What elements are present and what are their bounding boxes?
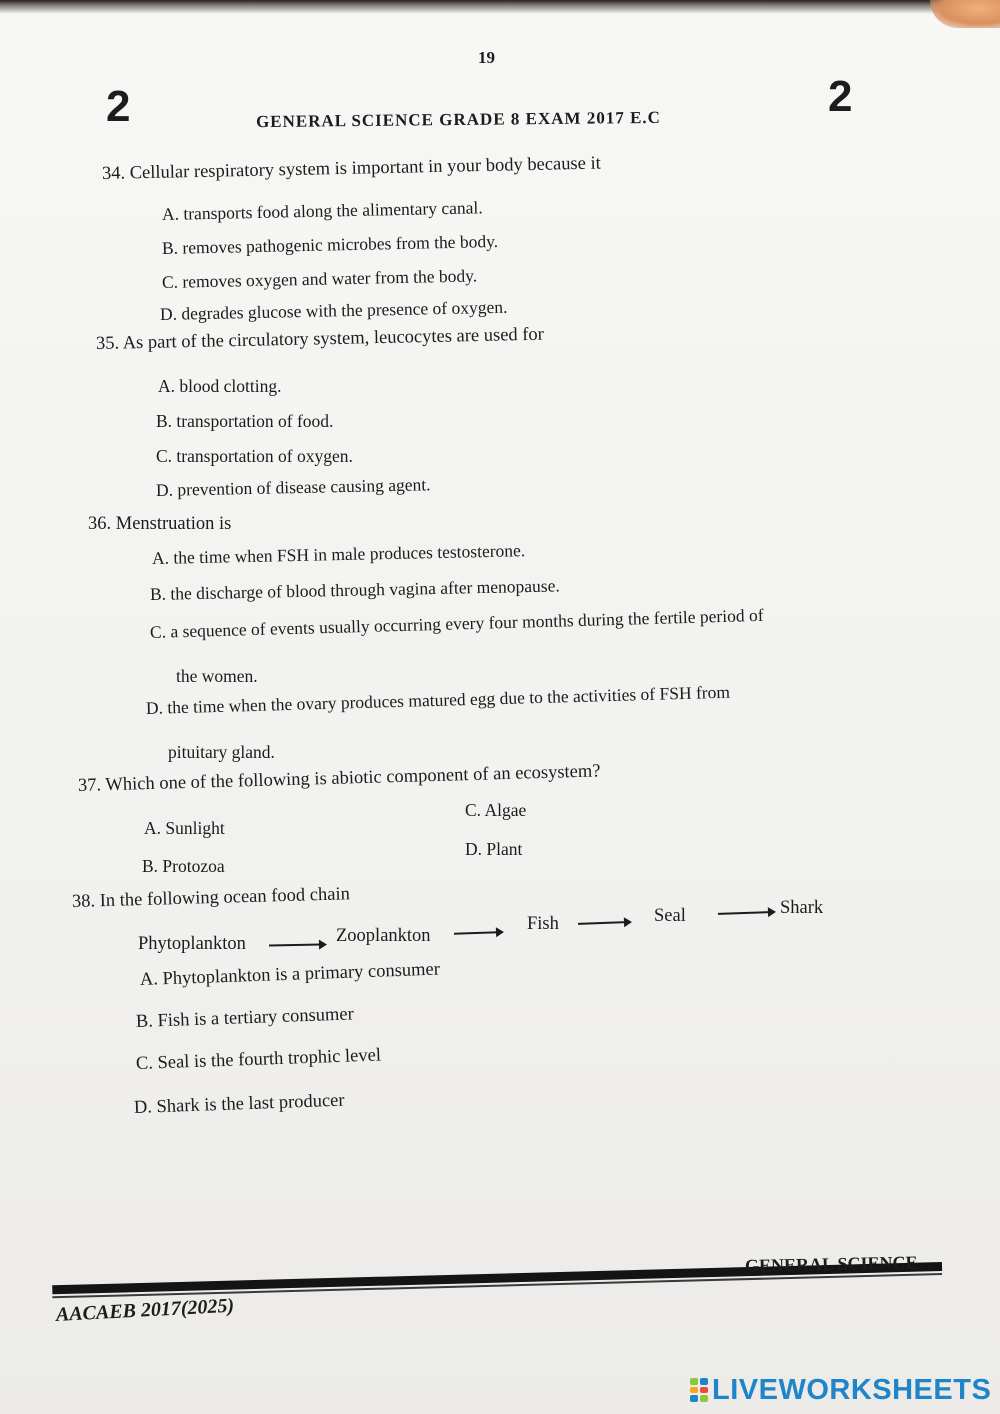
chain-arrow-1 [269,944,321,947]
question-37-option-a[interactable]: A. Sunlight [144,818,225,838]
question-35-stem: 35. As part of the circulatory system, leucocytes are used for [95,324,545,354]
footer-subject: GENERAL SCIENCE [744,1252,918,1276]
liveworksheets-brand [690,1374,991,1406]
question-36-option-d[interactable]: D. the time when the ovary produces matured egg due to the activities of FSH from [145,681,731,718]
chain-node-phytoplankton: Phytoplankton [138,934,246,954]
question-35-option-b[interactable]: B. transportation of food. [156,411,334,431]
section-number-left: 2 [106,82,131,131]
question-36-option-c[interactable]: C. a sequence of events usually occurring every four months during the fertile period of [149,604,764,642]
chain-node-seal: Seal [654,906,686,926]
food-chain-diagram [138,898,858,958]
question-36-option-d-cont: pituitary gland. [168,742,275,762]
page-number: 19 [478,48,495,67]
scan-edge-shadow [0,0,1000,14]
liveworksheets-wordmark: LIVEWORKSHEETS [712,1373,992,1406]
question-38-option-c[interactable]: C. Seal is the fourth trophic level [135,1045,382,1074]
question-34-option-a[interactable]: A. transports food along the alimentary canal. [161,197,483,224]
question-36-option-c-cont: the women. [176,666,258,686]
question-38-stem: 38. In the following ocean food chain [71,884,351,912]
question-34-option-c[interactable]: C. removes oxygen and water from the body. [161,265,478,292]
question-35-option-a[interactable]: A. blood clotting. [158,376,282,396]
chain-node-zooplankton: Zooplankton [336,926,431,946]
footer-publisher: AACAEB 2017(2025) [55,1294,235,1326]
question-37-option-d[interactable]: D. Plant [465,839,523,859]
chain-arrow-4 [718,911,770,915]
question-34-option-d[interactable]: D. degrades glucose with the presence of oxygen. [159,296,508,324]
chain-arrow-2 [454,931,498,935]
chain-node-shark: Shark [780,898,824,918]
question-36-stem: 36. Menstruation is [88,514,232,534]
question-38-option-b[interactable]: B. Fish is a tertiary consumer [135,1004,355,1032]
question-37-option-c[interactable]: C. Algae [465,800,527,820]
liveworksheets-logo-icon [690,1378,708,1402]
question-35-option-d[interactable]: D. prevention of disease causing agent. [155,474,431,500]
question-35-option-c[interactable]: C. transportation of oxygen. [156,446,353,466]
question-38-option-a[interactable]: A. Phytoplankton is a primary consumer [139,959,441,990]
question-34-option-b[interactable]: B. removes pathogenic microbes from the body. [161,230,499,258]
finger-edge [930,0,1000,28]
question-36-option-a[interactable]: A. the time when FSH in male produces testosterone. [151,540,526,568]
question-38-option-d[interactable]: D. Shark is the last producer [133,1090,345,1118]
section-number-right: 2 [828,72,853,121]
exam-title: GENERAL SCIENCE GRADE 8 EXAM 2017 E.C [255,107,662,132]
question-37-option-b[interactable]: B. Protozoa [142,856,225,876]
question-34-stem: 34. Cellular respiratory system is important in your body because it [101,153,601,184]
question-36-option-b[interactable]: B. the discharge of blood through vagina after menopause. [149,575,560,604]
chain-arrow-3 [578,921,626,925]
chain-node-fish: Fish [527,914,559,934]
question-37-stem: 37. Which one of the following is abiotic component of an ecosystem? [77,761,601,796]
